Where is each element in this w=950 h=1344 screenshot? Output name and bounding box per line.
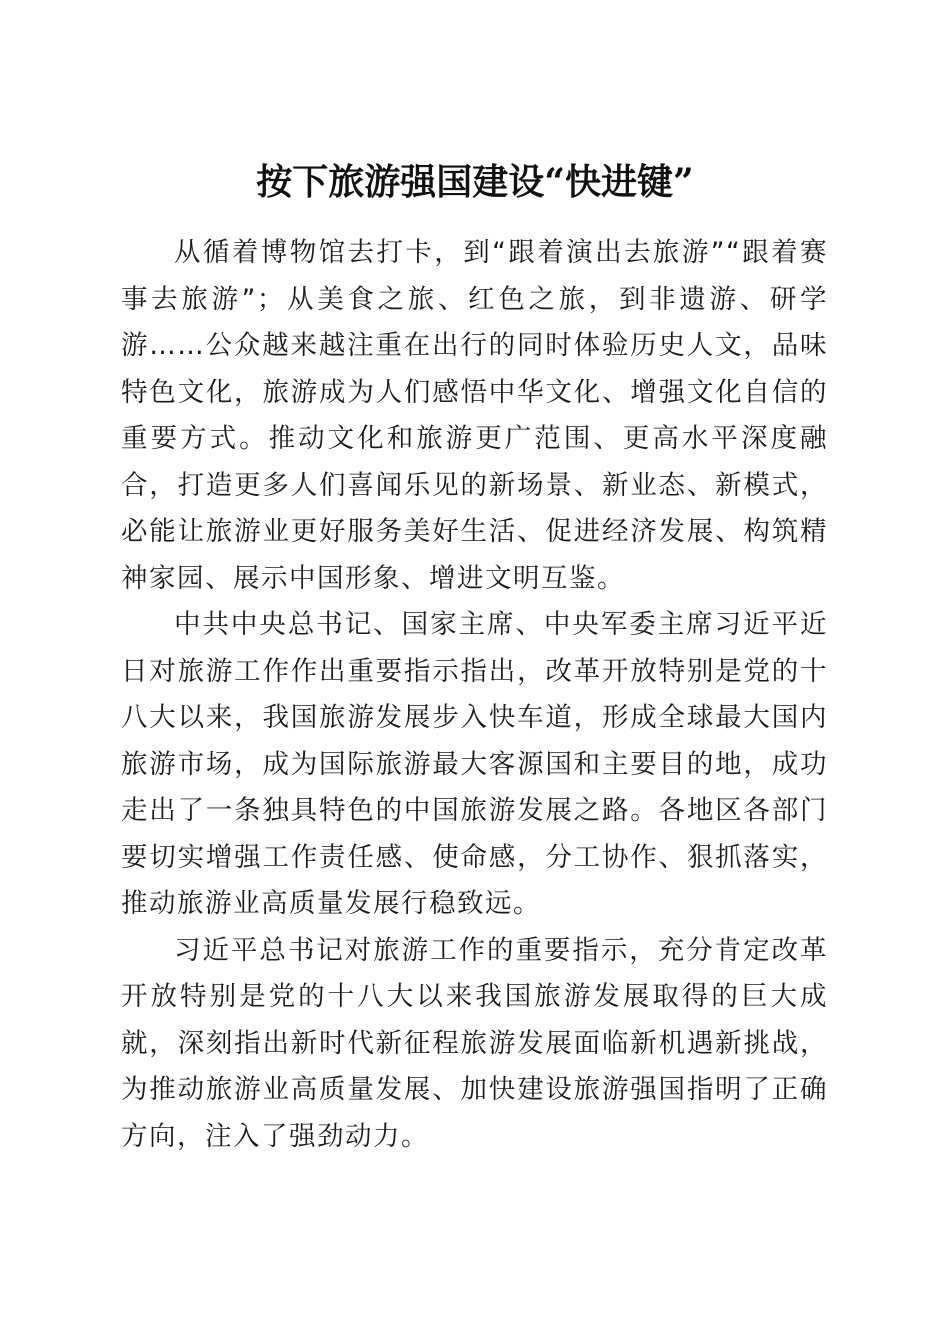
document-body [121, 230, 828, 1160]
paragraph-2: 中共中央总书记、国家主席、中央军委主席习近平近日对旅游工作作出重要指示指出，改革开放特别是党的十八大以来，我国旅游发展步入快车道，形成全球最大国内旅游市场，成为国际旅游最大客源国和主要目的地，成功走出了一条独具特色的中国旅游发展之路。各地区各部门要切实增强工作责任感、使命感，分工协作、狠抓落实，推动旅游业高质量发展行稳致远。 [121, 609, 828, 919]
document-title: 按下旅游强国建设“快进键” [256, 161, 694, 204]
paragraph-3: 习近平总书记对旅游工作的重要指示，充分肯定改革开放特别是党的十八大以来我国旅游发展取得的巨大成就，深刻指出新时代新征程旅游发展面临新机遇新挑战，为推动旅游业高质量发展、加快建设旅游强国指明了正确方向，注入了强劲动力。 [121, 934, 828, 1152]
paragraph-1: 从循着博物馆去打卡，到“跟着演出去旅游”“跟着赛事去旅游”；从美食之旅、红色之旅，到非遗游、研学游……公众越来越注重在出行的同时体验历史人文，品味特色文化，旅游成为人们感悟中华文化、增强文化自信的重要方式。推动文化和旅游更广范围、更高水平深度融合，打造更多人们喜闻乐见的新场景、新业态、新模式，必能让旅游业更好服务美好生活、促进经济发展、构筑精神家园、展示中国形象、增进文明互鉴。 [121, 237, 828, 594]
